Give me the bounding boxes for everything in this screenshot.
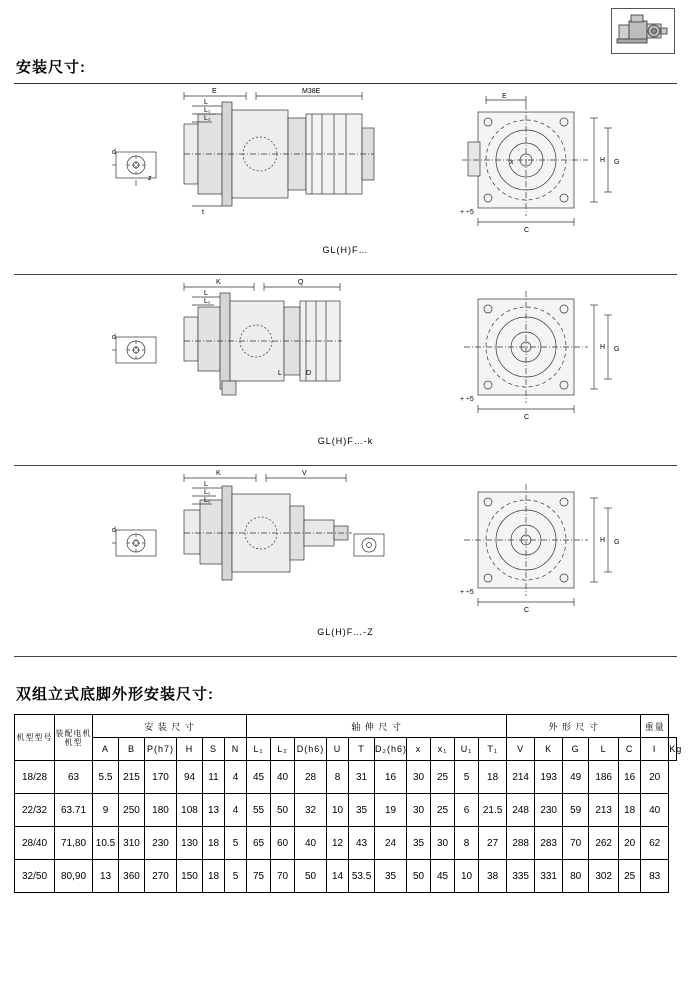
- cell-x: 30: [407, 761, 431, 794]
- cell-x: 30: [407, 794, 431, 827]
- svg-text:L₂: L₂: [203, 115, 211, 122]
- cell-L: 262: [589, 827, 619, 860]
- cell-T1: 38: [479, 860, 507, 893]
- svg-text:L₂: L₂: [203, 497, 211, 504]
- cell-L: 213: [589, 794, 619, 827]
- cell-P: 230: [145, 827, 177, 860]
- cell-C: 25: [619, 860, 641, 893]
- cell-H: 108: [177, 794, 203, 827]
- cell-B: 310: [119, 827, 145, 860]
- svg-text:z: z: [147, 175, 151, 182]
- cell-G: 80: [563, 860, 589, 893]
- cell-x: 50: [407, 860, 431, 893]
- cell-D2: 24: [375, 827, 407, 860]
- cell-U: 10: [327, 794, 349, 827]
- col-L: L: [589, 738, 619, 761]
- cell-V: 248: [507, 794, 535, 827]
- svg-text:+ ÷5: + ÷5: [459, 209, 474, 216]
- col-group-shaft: 轴 伸 尺 寸: [247, 715, 507, 738]
- cell-K: 283: [535, 827, 563, 860]
- table-row: [15, 860, 677, 893]
- cell-G: 59: [563, 794, 589, 827]
- cell-model: 22/32: [15, 794, 55, 827]
- col-P: P(h7): [145, 738, 177, 761]
- svg-text:Q: Q: [297, 279, 303, 286]
- cell-P: 170: [145, 761, 177, 794]
- cell-L2: 60: [271, 827, 295, 860]
- cell-B: 215: [119, 761, 145, 794]
- svg-text:C: C: [523, 227, 529, 234]
- cell-P: 180: [145, 794, 177, 827]
- cell-C: 20: [619, 827, 641, 860]
- cell-T: 53.5: [349, 860, 375, 893]
- cell-L2: 70: [271, 860, 295, 893]
- cell-x1: 45: [431, 860, 455, 893]
- col-K: K: [535, 738, 563, 761]
- cell-D2: 16: [375, 761, 407, 794]
- col-G: G: [563, 738, 589, 761]
- cell-D2: 35: [375, 860, 407, 893]
- svg-text:L: L: [277, 370, 282, 377]
- cell-V: 214: [507, 761, 535, 794]
- cell-U1: 10: [455, 860, 479, 893]
- svg-text:E: E: [211, 88, 217, 95]
- cell-U1: 5: [455, 761, 479, 794]
- table-body: [15, 761, 677, 893]
- svg-text:d: d: [111, 149, 116, 156]
- svg-text:L: L: [203, 290, 208, 297]
- cell-T1: 21.5: [479, 794, 507, 827]
- cell-S: 18: [203, 827, 225, 860]
- svg-text:L₁: L₁: [203, 298, 210, 305]
- cell-A: 13: [93, 860, 119, 893]
- table-row: [15, 794, 677, 827]
- cell-N: 4: [225, 761, 247, 794]
- cell-motor: 63.71: [55, 794, 93, 827]
- cell-G: 70: [563, 827, 589, 860]
- drawing-caption-1: GL(H)F…: [322, 245, 369, 255]
- svg-text:H: H: [599, 344, 605, 351]
- cell-N: 4: [225, 794, 247, 827]
- cell-U1: 8: [455, 827, 479, 860]
- svg-text:K: K: [215, 279, 221, 286]
- cell-K: 331: [535, 860, 563, 893]
- cell-D: 28: [295, 761, 327, 794]
- col-group-weight: 重量: [641, 715, 669, 738]
- cell-B: 250: [119, 794, 145, 827]
- cell-S: 18: [203, 860, 225, 893]
- svg-text:G: G: [613, 159, 619, 166]
- col-S: S: [203, 738, 225, 761]
- col-x: x: [407, 738, 431, 761]
- col-T1: T₁: [479, 738, 507, 761]
- svg-text:K: K: [215, 470, 221, 477]
- cell-K: 230: [535, 794, 563, 827]
- svg-text:H: H: [599, 537, 605, 544]
- svg-text:G: G: [613, 539, 619, 546]
- table-sub-header-row: [15, 738, 677, 761]
- col-L2: L₂: [271, 738, 295, 761]
- section-title-double-foot: 双组立式底脚外形安装尺寸:: [16, 686, 214, 703]
- gear-motor-logo: [611, 8, 675, 54]
- col-D2: D₂(h6): [375, 738, 407, 761]
- cell-N: 5: [225, 827, 247, 860]
- col-B: B: [119, 738, 145, 761]
- col-group-model: 机型型号: [15, 715, 55, 761]
- spec-table: [14, 714, 683, 893]
- cell-D2: 19: [375, 794, 407, 827]
- cell-A: 9: [93, 794, 119, 827]
- page-title: 安装尺寸:: [16, 59, 86, 76]
- col-D: D(h6): [295, 738, 327, 761]
- cell-P: 270: [145, 860, 177, 893]
- col-L1: L₁: [247, 738, 271, 761]
- cell-motor: 63: [55, 761, 93, 794]
- cell-L1: 75: [247, 860, 271, 893]
- svg-text:C: C: [523, 607, 529, 614]
- cell-V: 288: [507, 827, 535, 860]
- cell-H: 150: [177, 860, 203, 893]
- cell-U: 8: [327, 761, 349, 794]
- cell-T1: 27: [479, 827, 507, 860]
- svg-text:d: d: [111, 527, 116, 534]
- cell-U: 14: [327, 860, 349, 893]
- cell-x1: 25: [431, 761, 455, 794]
- cell-D: 32: [295, 794, 327, 827]
- cell-L1: 65: [247, 827, 271, 860]
- cell-L2: 50: [271, 794, 295, 827]
- cell-U: 12: [327, 827, 349, 860]
- col-N: N: [225, 738, 247, 761]
- cell-U1: 6: [455, 794, 479, 827]
- col-group-install: 安 装 尺 寸: [93, 715, 247, 738]
- col-H: H: [177, 738, 203, 761]
- col-group-outline: 外 形 尺 寸: [507, 715, 641, 738]
- cell-H: 130: [177, 827, 203, 860]
- cell-I: 83: [641, 860, 669, 893]
- cell-L2: 40: [271, 761, 295, 794]
- cell-K: 193: [535, 761, 563, 794]
- svg-text:L: L: [203, 481, 208, 488]
- col-Kg: Kg: [669, 738, 677, 761]
- drawing-glhf: [14, 84, 677, 274]
- cell-A: 5.5: [93, 761, 119, 794]
- cell-T: 35: [349, 794, 375, 827]
- cell-D: 50: [295, 860, 327, 893]
- cell-L1: 45: [247, 761, 271, 794]
- cell-C: 16: [619, 761, 641, 794]
- cell-model: 18/28: [15, 761, 55, 794]
- drawing-caption-3: GL(H)F…-Z: [317, 627, 374, 637]
- table-row: [15, 827, 677, 860]
- cell-T: 31: [349, 761, 375, 794]
- cell-model: 32/50: [15, 860, 55, 893]
- cell-I: 62: [641, 827, 669, 860]
- cell-x: 35: [407, 827, 431, 860]
- svg-text:+ ÷5: + ÷5: [459, 396, 474, 403]
- table-group-header-row: [15, 715, 677, 738]
- cell-D: 40: [295, 827, 327, 860]
- col-U1: U₁: [455, 738, 479, 761]
- col-A: A: [93, 738, 119, 761]
- svg-text:V: V: [301, 470, 307, 477]
- cell-L: 186: [589, 761, 619, 794]
- cell-L: 302: [589, 860, 619, 893]
- svg-text:d: d: [111, 334, 116, 341]
- col-group-motor: 装配电机机型: [55, 715, 93, 761]
- cell-V: 335: [507, 860, 535, 893]
- cell-S: 13: [203, 794, 225, 827]
- cell-A: 10.5: [93, 827, 119, 860]
- drawing-glhf-k: [14, 275, 677, 465]
- cell-motor: 80,90: [55, 860, 93, 893]
- cell-G: 49: [563, 761, 589, 794]
- col-I: I: [641, 738, 669, 761]
- col-U: U: [327, 738, 349, 761]
- cell-S: 11: [203, 761, 225, 794]
- cell-I: 40: [641, 794, 669, 827]
- col-x1: x₁: [431, 738, 455, 761]
- svg-text:D: D: [305, 370, 311, 377]
- svg-text:L₁: L₁: [203, 107, 210, 114]
- cell-L1: 55: [247, 794, 271, 827]
- svg-text:+ ÷5: + ÷5: [459, 589, 474, 596]
- svg-text:t: t: [201, 209, 204, 216]
- col-V: V: [507, 738, 535, 761]
- svg-text:C: C: [523, 414, 529, 421]
- cell-H: 94: [177, 761, 203, 794]
- svg-text:G: G: [613, 346, 619, 353]
- svg-text:x: x: [509, 159, 513, 166]
- divider-3: [14, 656, 677, 657]
- svg-text:L: L: [203, 99, 208, 106]
- drawing-glhf-z: [14, 466, 677, 656]
- svg-text:H: H: [599, 157, 605, 164]
- cell-T: 43: [349, 827, 375, 860]
- cell-N: 5: [225, 860, 247, 893]
- cell-x1: 25: [431, 794, 455, 827]
- cell-I: 20: [641, 761, 669, 794]
- cell-model: 28/40: [15, 827, 55, 860]
- svg-text:M38E: M38E: [301, 88, 320, 95]
- drawing-caption-2: GL(H)F…-k: [317, 436, 374, 446]
- table-row: [15, 761, 677, 794]
- svg-text:L₁: L₁: [203, 489, 210, 496]
- cell-motor: 71,80: [55, 827, 93, 860]
- svg-text:E: E: [501, 93, 507, 100]
- col-C: C: [619, 738, 641, 761]
- cell-C: 18: [619, 794, 641, 827]
- cell-x1: 30: [431, 827, 455, 860]
- cell-T1: 18: [479, 761, 507, 794]
- col-T: T: [349, 738, 375, 761]
- table-head: [15, 715, 683, 761]
- cell-B: 360: [119, 860, 145, 893]
